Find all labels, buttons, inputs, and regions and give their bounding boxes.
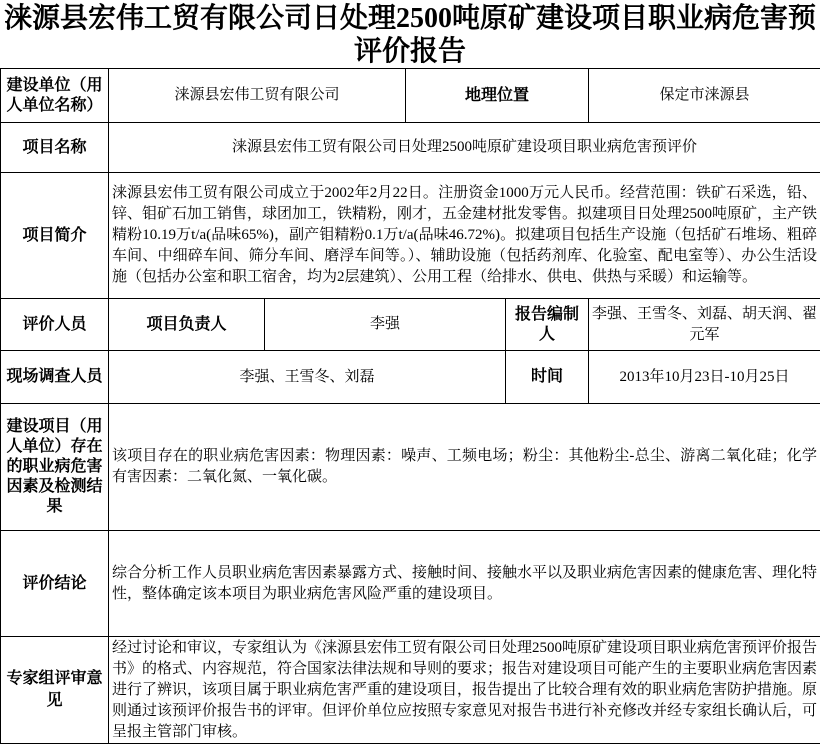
project-leader-value: 李强 bbox=[265, 299, 506, 351]
row-expert-opinion bbox=[1, 637, 820, 744]
row-site-survey bbox=[1, 351, 820, 404]
row-evaluators bbox=[1, 299, 820, 351]
evaluators-label: 评价人员 bbox=[1, 299, 109, 351]
report-title: 涞源县宏伟工贸有限公司日处理2500吨原矿建设项目职业病危害预评价报告 bbox=[3, 3, 816, 67]
project-name-label: 项目名称 bbox=[1, 123, 109, 173]
conclusion-label: 评价结论 bbox=[1, 531, 109, 637]
location-label: 地理位置 bbox=[406, 69, 589, 123]
row-construction-unit bbox=[1, 69, 820, 123]
site-survey-label: 现场调查人员 bbox=[1, 351, 109, 404]
construction-unit-value: 涞源县宏伟工贸有限公司 bbox=[109, 69, 406, 123]
survey-time-value: 2013年10月23日-10月25日 bbox=[589, 351, 820, 404]
report-writers-label: 报告编制人 bbox=[506, 299, 589, 351]
row-project-summary bbox=[1, 173, 820, 299]
location-value: 保定市涞源县 bbox=[589, 69, 820, 123]
conclusion-value: 综合分析工作人员职业病危害因素暴露方式、接触时间、接触水平以及职业病危害因素的健康危害、理化特性，整体确定该本项目为职业病危害风险严重的建设项目。 bbox=[109, 531, 820, 637]
hazards-value: 该项目存在的职业病危害因素：物理因素：噪声、工频电场；粉尘：其他粉尘-总尘、游离二氧化硅；化学有害因素：二氧化氮、一氧化碳。 bbox=[109, 404, 820, 531]
row-project-name bbox=[1, 123, 820, 173]
report-table bbox=[0, 68, 820, 744]
survey-time-label: 时间 bbox=[506, 351, 589, 404]
project-name-value: 涞源县宏伟工贸有限公司日处理2500吨原矿建设项目职业病危害预评价 bbox=[109, 123, 820, 173]
site-survey-value: 李强、王雪冬、刘磊 bbox=[109, 351, 506, 404]
row-hazards bbox=[1, 404, 820, 531]
construction-unit-label: 建设单位（用人单位名称） bbox=[1, 69, 109, 123]
expert-opinion-value: 经过讨论和审议，专家组认为《涞源县宏伟工贸有限公司日处理2500吨原矿建设项目职业病危害预评价报告书》的格式、内容规范，符合国家法律法规和导则的要求；报告对建设项目可能产生的主要职业病危害因素进行了辨识，该项目属于职业病危害严重的建设项目，报告提出了比较合理有效的职业病危害防护措施。原则通过该预评价报告书的评审。但评价单位应按照专家意见对报告书进行补充修改并经专家组长确认后，可呈报主管部门审核。 bbox=[109, 637, 820, 744]
project-leader-label: 项目负责人 bbox=[109, 299, 265, 351]
project-summary-value: 涞源县宏伟工贸有限公司成立于2002年2月22日。注册资金1000万元人民币。经营范围：铁矿石采选，铅、锌、钼矿石加工销售，球团加工，铁精粉，刚才，五金建材批发零售。拟建项目日处理2500吨原矿，主产铁精粉10.19万t/a(品味65%)，副产钼精粉0.1万t/a(品味46.72%)。拟建项目包括生产设施（包括矿石堆场、粗碎车间、中细碎车间、筛分车间、磨浮车间等。）、辅助设施（包括药剂库、化验室、配电室等）、办公生活设施（包括办公室和职工宿舍，均为2层建筑）、公用工程（给排水、供电、供热与采暖）和运输等。 bbox=[109, 173, 820, 299]
row-conclusion bbox=[1, 531, 820, 637]
expert-opinion-label: 专家组评审意见 bbox=[1, 637, 109, 744]
report-writers-value: 李强、王雪冬、刘磊、胡天润、翟元军 bbox=[589, 299, 820, 351]
project-summary-label: 项目简介 bbox=[1, 173, 109, 299]
hazards-label: 建设项目（用人单位）存在的职业病危害因素及检测结果 bbox=[1, 404, 109, 531]
